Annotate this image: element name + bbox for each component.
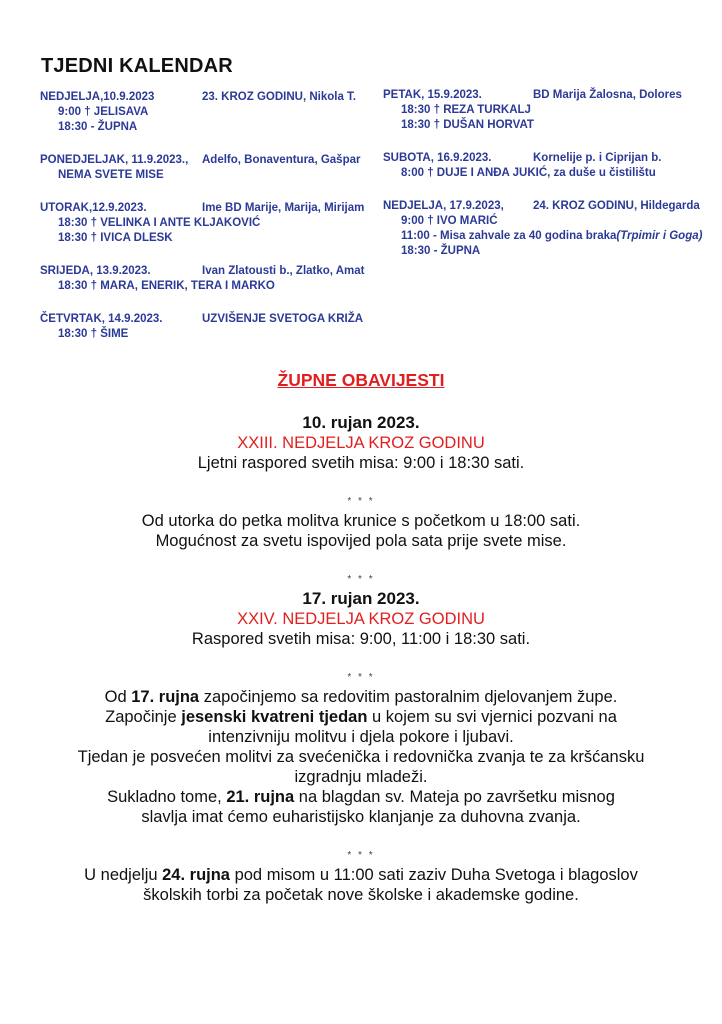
notice-text: U nedjelju 24. rujna pod misom u 11:00 sati zaziv Duha Svetoga i blagoslov (84, 866, 638, 884)
mass-entry: 18:30 † DUŠAN HORVAT (401, 119, 534, 131)
notice-sunday: XXIV. NEDJELJA KROZ GODINU (237, 610, 485, 628)
notice-block (0, 511, 722, 551)
notice-block (0, 589, 722, 649)
notices-title: ŽUPNE OBAVIJESTI (277, 370, 445, 390)
mass-entry: 9:00 † IVO MARIĆ (401, 215, 498, 227)
calendar-right-column (383, 88, 713, 277)
calendar-day (383, 199, 713, 259)
notice-text: Raspored svetih misa: 9:00, 11:00 i 18:30 sati. (191, 630, 531, 648)
mass-entry: 8:00 † DUJE I ANĐA JUKIĆ, za duše u čistilištu (401, 167, 656, 179)
calendar-day (40, 153, 370, 183)
calendar-left-column (40, 90, 370, 360)
calendar-day (40, 312, 370, 342)
day-name: PONEDJELJAK, 11.9.2023., (40, 154, 189, 166)
mass-entry-text: 11:00 - Misa zahvale za 40 godina braka (401, 230, 617, 242)
notice-text: Tjedan je posvećen molitvi za svećenička i redovnička zvanja te za kršćansku (77, 748, 645, 766)
notice-text: školskih torbi za početak nove školske i akademske godine. (143, 886, 579, 904)
mass-entry: NEMA SVETE MISE (58, 169, 164, 181)
day-name: NEDJELJA, 17.9.2023, (383, 200, 504, 212)
notice-text: Mogućnost za svetu ispovijed pola sata prije svete mise. (155, 532, 567, 550)
notice-text: izgradnju mladeži. (294, 768, 428, 786)
notice-text: Sukladno tome, 21. rujna na blagdan sv. Mateja po završetku misnog (107, 788, 615, 806)
day-name: UTORAK,12.9.2023. (40, 202, 147, 214)
day-feast: 24. KROZ GODINU, Hildegarda (533, 200, 700, 212)
calendar-day (383, 88, 713, 133)
mass-entry: 18:30 - ŽUPNA (401, 245, 481, 257)
mass-entry: 18:30 † ŠIME (58, 328, 129, 340)
day-feast: BD Marija Žalosna, Dolores (533, 89, 682, 101)
notice-text: Ljetni raspored svetih misa: 9:00 i 18:30 sati. (197, 454, 525, 472)
notice-block (0, 413, 722, 473)
day-name: SUBOTA, 16.9.2023. (383, 152, 492, 164)
day-name: NEDJELJA,10.9.2023 (40, 91, 155, 103)
separator-stars: * * * (347, 496, 375, 507)
mass-entry-note: (Trpimir i Goga) (616, 230, 703, 242)
mass-entry: 18:30 † IVICA DLESK (58, 232, 173, 244)
separator-stars: * * * (347, 850, 375, 861)
separator-stars: * * * (347, 672, 375, 683)
calendar-title: TJEDNI KALENDAR (41, 55, 233, 77)
notice-block (0, 687, 722, 827)
day-feast: Ivan Zlatousti b., Zlatko, Amat (202, 265, 365, 277)
notice-date: 17. rujan 2023. (302, 589, 420, 608)
calendar-day (40, 264, 370, 294)
day-name: ČETVRTAK, 14.9.2023. (40, 313, 163, 325)
separator-stars: * * * (347, 574, 375, 585)
notice-text: Od 17. rujna započinjemo sa redovitim pastoralnim djelovanjem župe. (104, 688, 618, 706)
calendar-day (40, 201, 370, 246)
day-feast: 23. KROZ GODINU, Nikola T. (202, 91, 356, 103)
notice-date: 10. rujan 2023. (302, 413, 420, 432)
day-feast: Kornelije p. i Ciprijan b. (533, 152, 662, 164)
notice-text: Od utorka do petka molitva krunice s početkom u 18:00 sati. (141, 512, 581, 530)
mass-entry (383, 229, 713, 244)
notice-sunday: XXIII. NEDJELJA KROZ GODINU (237, 434, 485, 452)
calendar-day (383, 151, 713, 181)
calendar-day (40, 90, 370, 135)
mass-entry: 9:00 † JELISAVA (58, 106, 149, 118)
day-feast: Adelfo, Bonaventura, Gašpar (202, 154, 361, 166)
day-feast: UZVIŠENJE SVETOGA KRIŽA (202, 313, 364, 325)
day-name: PETAK, 15.9.2023. (383, 89, 482, 101)
day-name: SRIJEDA, 13.9.2023. (40, 265, 151, 277)
mass-entry: 18:30 † VELINKA I ANTE KLJAKOVIĆ (58, 217, 261, 229)
mass-entry: 18:30 - ŽUPNA (58, 121, 138, 133)
parish-notices (0, 370, 722, 905)
notice-text: intenzivniju molitvu i djela pokore i ljubavi. (208, 728, 514, 746)
notice-block (0, 865, 722, 905)
mass-entry: 18:30 † REZA TURKALJ (401, 104, 531, 116)
notice-text: slavlja imat ćemo euharistijsko klanjanje za duhovna zvanja. (141, 808, 581, 826)
mass-entry: 18:30 † MARA, ENERIK, TERA I MARKO (58, 280, 275, 292)
day-feast: Ime BD Marije, Marija, Mirijam (202, 202, 365, 214)
notice-text: Započinje jesenski kvatreni tjedan u kojem su svi vjernici pozvani na (105, 708, 617, 726)
